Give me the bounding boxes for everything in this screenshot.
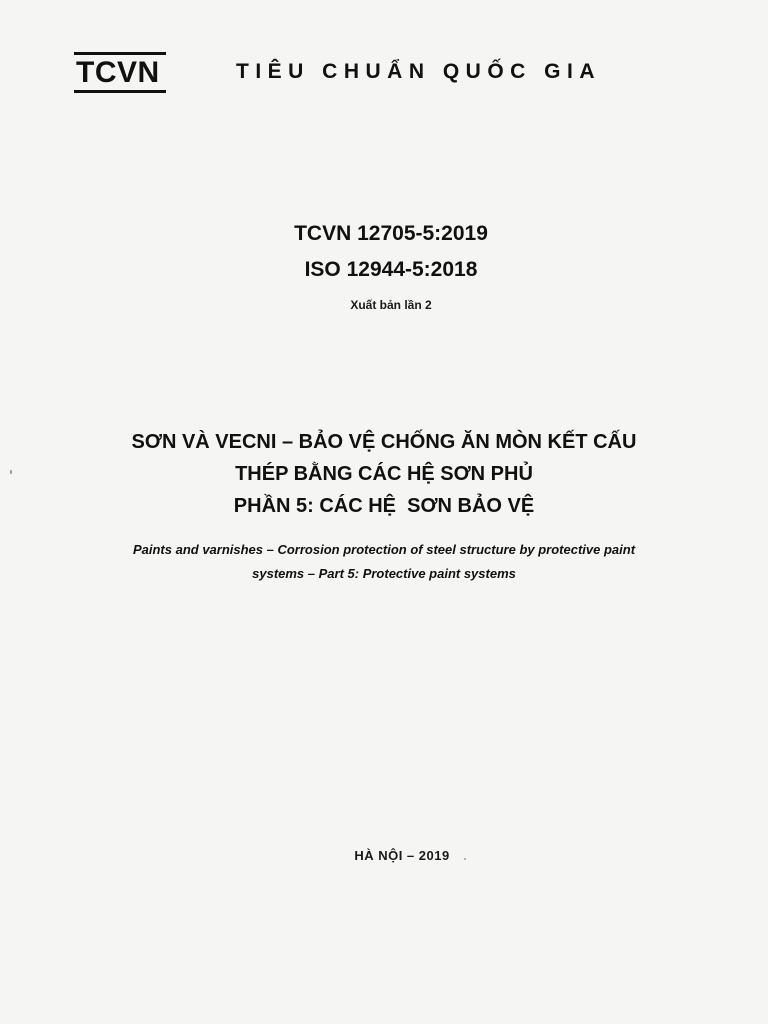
place-and-year: HÀ NỘI – 2019 (354, 848, 450, 863)
tcvn-standard-code: TCVN 12705-5:2019 (294, 222, 488, 245)
scan-speck (464, 858, 466, 860)
logo-bottom-rule (74, 90, 166, 93)
english-title (0, 538, 768, 586)
logo-text: TCVN (76, 56, 160, 89)
english-title-line-2: systems – Part 5: Protective paint systems (252, 566, 516, 581)
vietnamese-title-line-1: SƠN VÀ VECNI – BẢO VỆ CHỐNG ĂN MÒN KẾT CẤU (131, 431, 637, 453)
vietnamese-title-line-3: PHẦN 5: CÁC HỆ SƠN BẢO VỆ (233, 495, 535, 517)
tcvn-logo (74, 52, 166, 93)
iso-standard-code: ISO 12944-5:2018 (304, 258, 478, 281)
scan-speck (10, 470, 12, 474)
header-title: TIÊU CHUẨN QUỐC GIA (236, 60, 601, 83)
english-title-line-1: Paints and varnishes – Corrosion protection of steel structure by protective paint (132, 542, 636, 557)
edition-note: Xuất bản lần 2 (350, 298, 432, 312)
vietnamese-title-line-2: THÉP BẰNG CÁC HỆ SƠN PHỦ (235, 463, 533, 485)
vietnamese-title (0, 426, 768, 522)
